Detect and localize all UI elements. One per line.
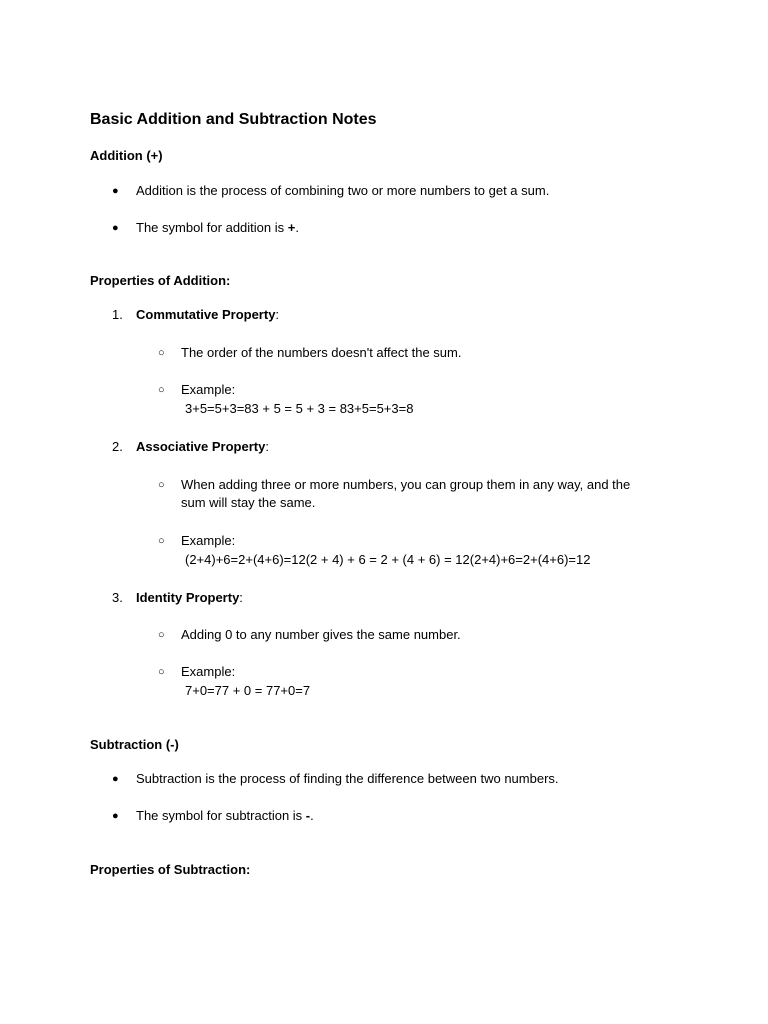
commutative-description: The order of the numbers doesn't affect the sum. bbox=[181, 345, 462, 360]
sub-bullet-marker: ○ bbox=[158, 384, 165, 396]
sentence-period: . bbox=[295, 220, 299, 235]
sub-bullet-marker: ○ bbox=[158, 479, 165, 491]
associative-property-title bbox=[136, 438, 269, 456]
document-title: Basic Addition and Subtraction Notes bbox=[90, 111, 377, 128]
list-number: 3. bbox=[112, 590, 123, 605]
addition-definition: Addition is the process of combining two or more numbers to get a sum. bbox=[136, 183, 550, 198]
property-colon: : bbox=[275, 307, 280, 322]
identity-property-title bbox=[136, 589, 243, 607]
bullet-marker: ● bbox=[112, 773, 119, 785]
associative-description: When adding three or more numbers, you can group them in any way, and the bbox=[181, 477, 631, 492]
property-name: Associative Property bbox=[136, 439, 266, 454]
sentence-period: . bbox=[310, 808, 314, 823]
property-colon: : bbox=[265, 439, 269, 454]
properties-of-addition-heading: Properties of Addition: bbox=[90, 273, 231, 288]
addition-heading: Addition (+) bbox=[90, 148, 163, 163]
subtraction-symbol-text: The symbol for subtraction is bbox=[136, 808, 306, 823]
commutative-property-title bbox=[136, 306, 279, 324]
minus-symbol: - bbox=[305, 808, 311, 823]
commutative-example: 3+5=5+3=83 + 5 = 5 + 3 = 83+5=5+3=8 bbox=[185, 401, 414, 416]
bullet-marker: ● bbox=[112, 185, 119, 197]
subtraction-symbol-line bbox=[136, 807, 314, 825]
example-label: Example: bbox=[181, 382, 236, 397]
example-label: Example: bbox=[181, 664, 236, 679]
associative-example: (2+4)+6=2+(4+6)=12(2 + 4) + 6 = 2 + (4 + 6) = 12(2+4)+6=2+(4+6)=12 bbox=[185, 552, 591, 567]
bullet-marker: ● bbox=[112, 810, 119, 822]
example-label: Example: bbox=[181, 533, 236, 548]
sub-bullet-marker: ○ bbox=[158, 629, 165, 641]
properties-of-subtraction-heading: Properties of Subtraction: bbox=[90, 862, 251, 877]
identity-example: 7+0=77 + 0 = 77+0=7 bbox=[185, 683, 311, 698]
sub-bullet-marker: ○ bbox=[158, 347, 165, 359]
subtraction-definition: Subtraction is the process of finding the difference between two numbers. bbox=[136, 771, 559, 786]
sub-bullet-marker: ○ bbox=[158, 666, 165, 678]
bullet-marker: ● bbox=[112, 222, 119, 234]
plus-symbol: + bbox=[287, 220, 296, 235]
sub-bullet-marker: ○ bbox=[158, 535, 165, 547]
property-name: Identity Property bbox=[136, 590, 240, 605]
identity-description: Adding 0 to any number gives the same number. bbox=[181, 627, 461, 642]
property-colon: : bbox=[239, 590, 243, 605]
subtraction-heading: Subtraction (-) bbox=[90, 737, 179, 752]
list-number: 1. bbox=[112, 307, 123, 322]
property-name: Commutative Property bbox=[136, 307, 276, 322]
addition-symbol-text: The symbol for addition is bbox=[136, 220, 288, 235]
list-number: 2. bbox=[112, 439, 123, 454]
associative-description-continued: sum will stay the same. bbox=[181, 495, 316, 510]
addition-symbol-line bbox=[136, 219, 299, 237]
